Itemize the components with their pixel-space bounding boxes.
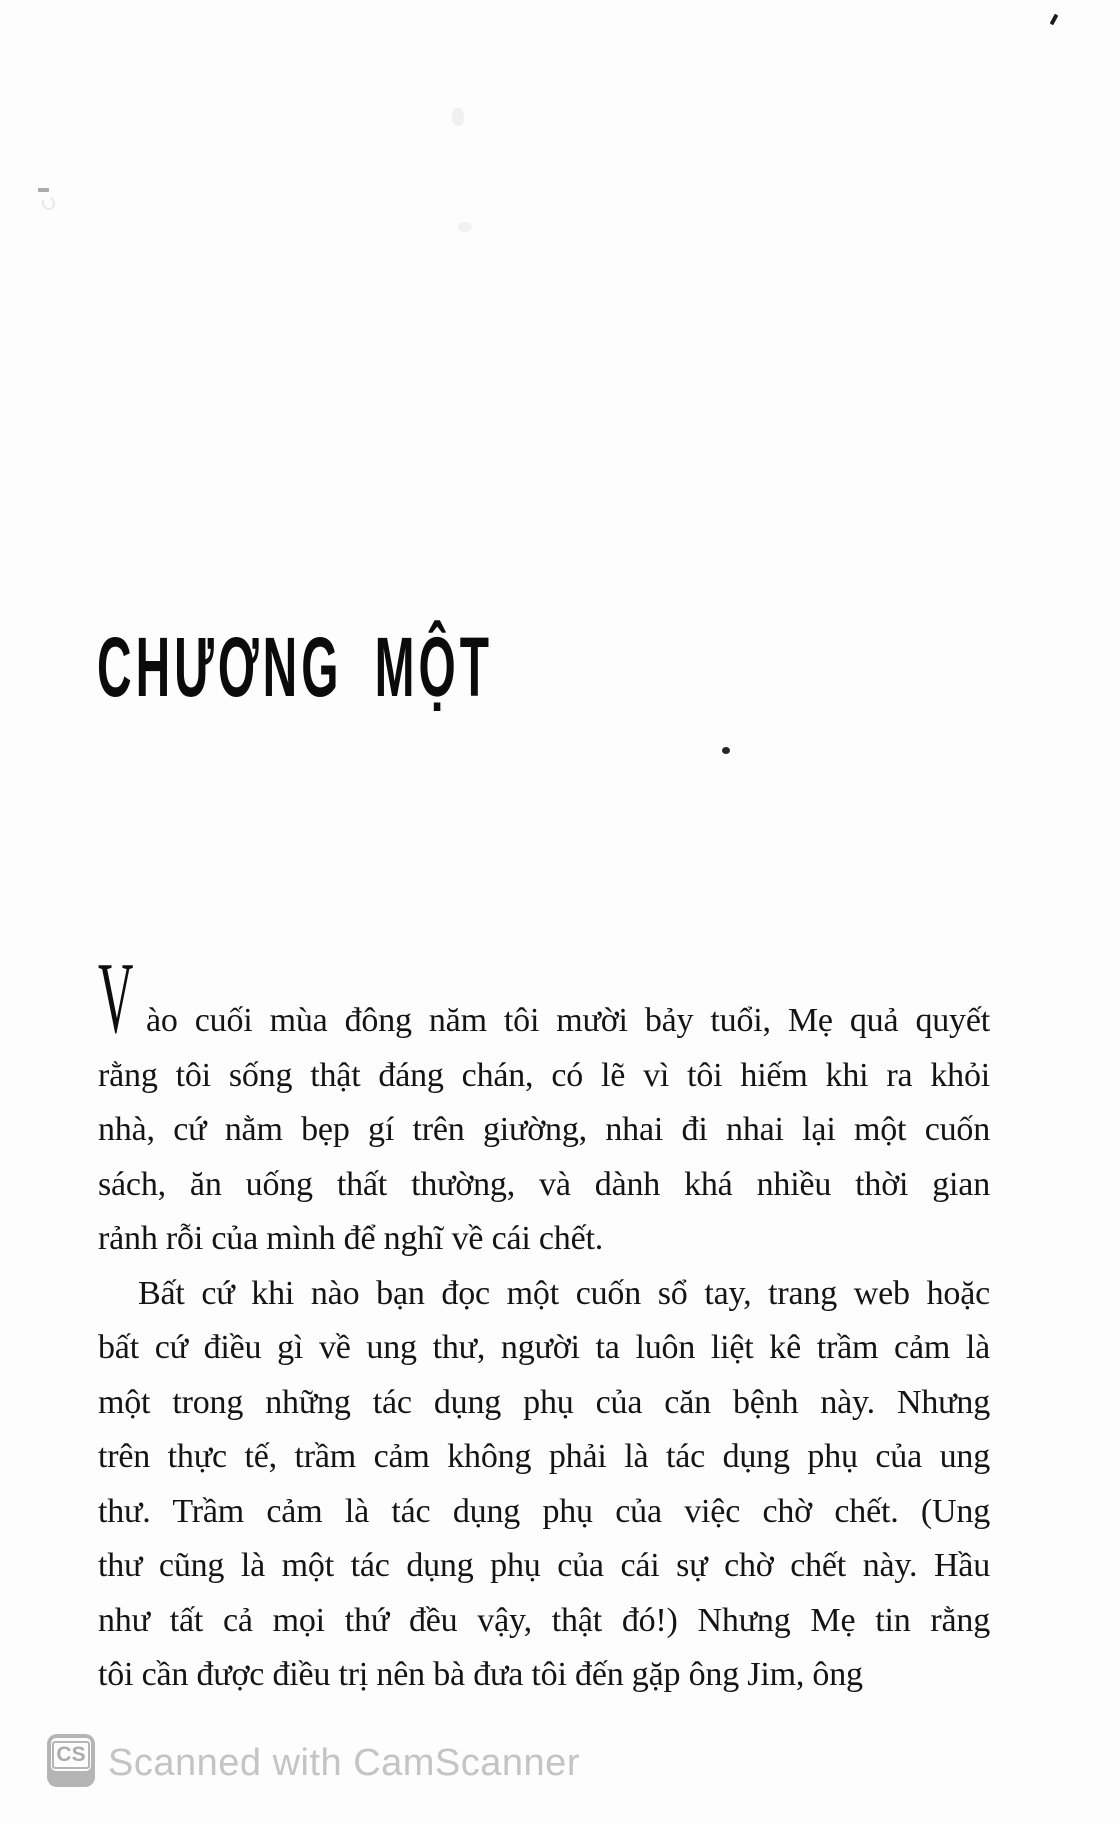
text-line: ào cuối mùa đông năm tôi mười bảy tuổi, Mẹ quả quyết — [146, 1002, 990, 1039]
camscanner-watermark-text: Scanned with CamScanner — [108, 1742, 580, 1784]
text-line: thư cũng là một tác dụng phụ của cái sự chờ chết này. Hầu — [98, 1547, 990, 1584]
scan-speck-top-right — [1050, 14, 1059, 26]
camscanner-cs-icon — [47, 1734, 95, 1787]
camscanner-icon-panel — [51, 1738, 91, 1771]
scan-speck-left-curl — [40, 194, 57, 212]
scan-speck-dot — [722, 747, 730, 754]
text-line: Bất cứ khi nào bạn đọc một cuốn sổ tay, trang web hoặc — [138, 1274, 990, 1312]
text-line: bất cứ điều gì về ung thư, người ta luôn liệt kê trầm cảm là — [98, 1329, 990, 1366]
text-line: rảnh rỗi của mình để nghĩ về cái chết. — [98, 1220, 604, 1257]
text-line: tôi cần được điều trị nên bà đưa tôi đến gặp ông Jim, ông — [98, 1656, 863, 1693]
text-line: trên thực tế, trầm cảm không phải là tác dụng phụ của ung — [98, 1438, 990, 1475]
scan-smudge — [458, 222, 472, 232]
text-line: một trong những tác dụng phụ của căn bệnh này. Nhưng — [98, 1383, 990, 1421]
text-line: sách, ăn uống thất thường, và dành khá nhiều thời gian — [98, 1165, 990, 1203]
body-text-block — [98, 994, 990, 1703]
text-line: nhà, cứ nằm bẹp gí trên giường, nhai đi nhai lại một cuốn — [98, 1111, 990, 1148]
dropcap-initial: V — [98, 942, 134, 1055]
text-line: rằng tôi sống thật đáng chán, có lẽ vì tôi hiếm khi ra khỏi — [98, 1056, 990, 1094]
chapter-heading: CHƯƠNG MỘT — [97, 620, 493, 714]
text-line: thư. Trầm cảm là tác dụng phụ của việc chờ chết. (Ung — [98, 1492, 990, 1530]
scan-smudge — [452, 108, 464, 126]
text-line: như tất cả mọi thứ đều vậy, thật đó!) Nhưng Mẹ tin rằng — [98, 1601, 990, 1639]
scan-speck-left-dash — [38, 188, 49, 192]
camscanner-cs-label: CS — [52, 1741, 89, 1769]
